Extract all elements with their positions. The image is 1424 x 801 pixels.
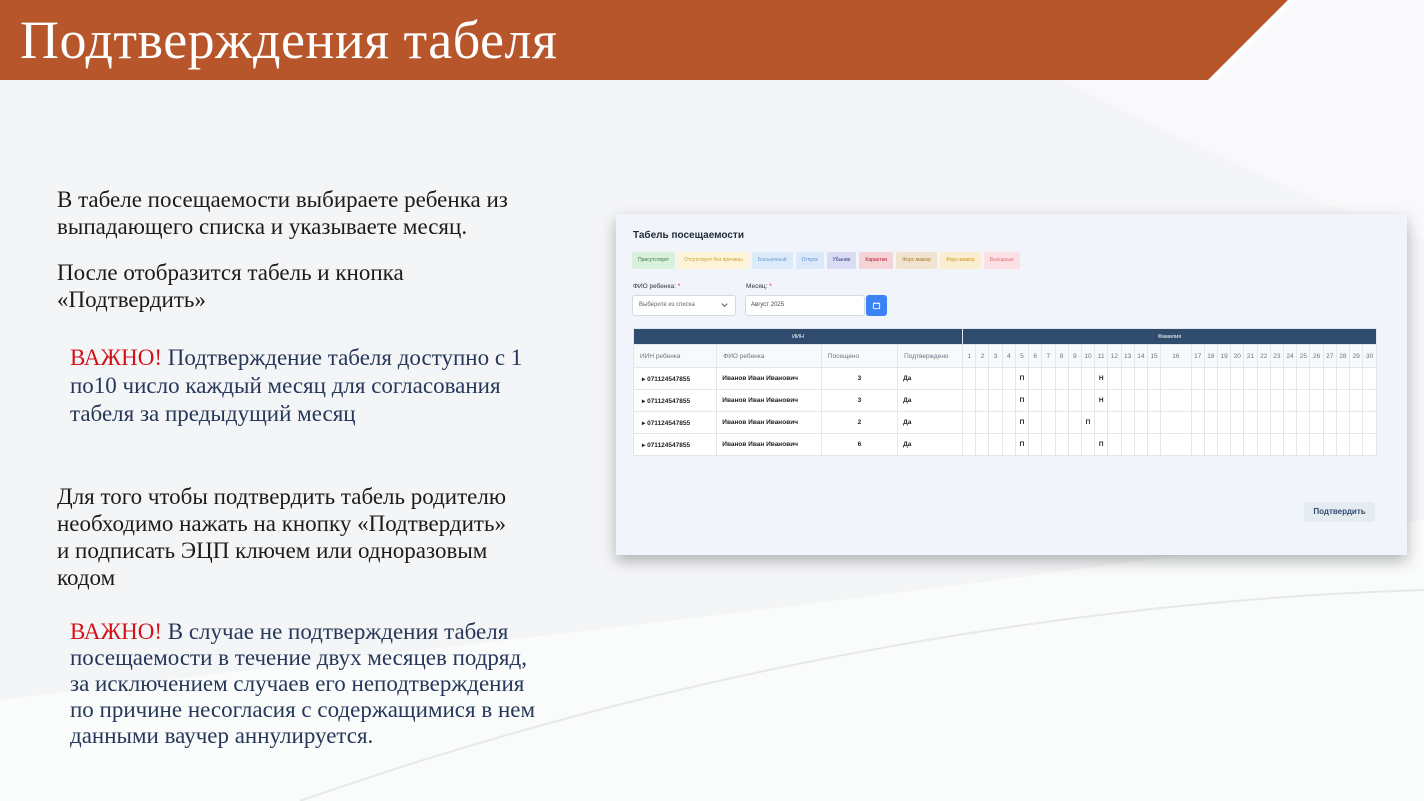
day-header: 21 [1244, 345, 1257, 368]
column-header: ИИН ребенка [634, 345, 717, 368]
day-cell[interactable] [976, 390, 989, 412]
required-mark: * [677, 283, 681, 290]
day-cell[interactable] [1284, 368, 1297, 390]
day-cell[interactable] [1244, 412, 1257, 434]
day-cell[interactable] [1029, 412, 1042, 434]
iin-value: 071124547855 [647, 375, 691, 383]
important-note-2 [70, 619, 535, 749]
day-header: 20 [1231, 345, 1244, 368]
day-cell[interactable] [989, 390, 1002, 412]
iin-value: 071124547855 [647, 419, 691, 427]
important-label: ВАЖНО! [70, 619, 162, 644]
day-cell[interactable] [1363, 390, 1377, 412]
confirmed-cell: Да [898, 412, 963, 434]
day-header: 28 [1336, 345, 1349, 368]
column-header-row [634, 345, 1377, 368]
day-cell[interactable] [1121, 368, 1134, 390]
fio-cell: Иванов Иван Иванович [717, 390, 822, 412]
day-cell[interactable] [1068, 368, 1081, 390]
day-cell[interactable] [1350, 434, 1363, 456]
day-cell[interactable] [1161, 434, 1191, 456]
day-cell[interactable] [1029, 390, 1042, 412]
month-label [746, 283, 772, 290]
day-cell[interactable] [1323, 412, 1336, 434]
day-header: 26 [1310, 345, 1323, 368]
important-note-1 [70, 344, 522, 428]
note-line: посещаемости в течение двух месяцев подряд, [70, 645, 527, 670]
calendar-button[interactable] [866, 295, 887, 316]
legend-chip: Карантин [859, 252, 893, 269]
fio-cell: Иванов Иван Иванович [717, 412, 822, 434]
title-banner [0, 0, 1424, 80]
iin-cell [634, 390, 717, 412]
day-cell[interactable] [1191, 390, 1204, 412]
legend-chip: Присутствует [632, 252, 675, 269]
day-cell[interactable] [1134, 434, 1147, 456]
day-cell[interactable] [1147, 368, 1160, 390]
iin-value: 071124547855 [647, 441, 691, 449]
day-cell[interactable] [1244, 368, 1257, 390]
day-cell[interactable] [1121, 412, 1134, 434]
day-cell[interactable] [1350, 368, 1363, 390]
day-cell[interactable] [1270, 434, 1283, 456]
legend-chip: Убыние [827, 252, 857, 269]
confirmed-cell: Да [898, 368, 963, 390]
month-input[interactable] [745, 295, 865, 316]
day-cell[interactable] [1134, 412, 1147, 434]
day-cell[interactable] [989, 434, 1002, 456]
day-cell[interactable] [1081, 368, 1094, 390]
month-value: Август 2025 [751, 302, 785, 308]
day-cell[interactable]: П [1015, 434, 1028, 456]
day-cell[interactable] [976, 434, 989, 456]
day-cell[interactable] [976, 412, 989, 434]
confirm-button[interactable]: Подтвердить [1304, 502, 1375, 522]
calendar-icon [872, 301, 881, 310]
day-cell[interactable] [1284, 434, 1297, 456]
day-cell[interactable] [1336, 390, 1349, 412]
day-header: 6 [1029, 345, 1042, 368]
fio-cell: Иванов Иван Иванович [717, 368, 822, 390]
legend-chip: Отпуск [796, 252, 824, 269]
table-row[interactable] [634, 368, 1377, 390]
day-cell[interactable] [1218, 434, 1231, 456]
visited-cell: 6 [821, 434, 897, 456]
day-cell[interactable] [1231, 434, 1244, 456]
day-cell[interactable] [963, 412, 976, 434]
day-cell[interactable] [1042, 368, 1055, 390]
day-cell[interactable] [1257, 412, 1270, 434]
day-cell[interactable] [1204, 412, 1217, 434]
day-cell[interactable] [1055, 368, 1068, 390]
note-text: В случае не подтверждения табеля [162, 619, 509, 644]
day-cell[interactable] [963, 368, 976, 390]
group-header: Фамилия [963, 329, 1377, 345]
text-line: необходимо нажать на кнопку «Подтвердить» [57, 511, 506, 536]
day-header: 29 [1350, 345, 1363, 368]
day-cell[interactable]: П [1095, 434, 1108, 456]
fio-cell: Иванов Иван Иванович [717, 434, 822, 456]
day-header: 19 [1218, 345, 1231, 368]
visited-cell: 3 [821, 368, 897, 390]
day-cell[interactable] [1068, 412, 1081, 434]
day-cell[interactable] [1297, 390, 1310, 412]
day-cell[interactable] [1108, 390, 1121, 412]
day-header: 2 [976, 345, 989, 368]
important-label: ВАЖНО! [70, 345, 162, 370]
day-cell[interactable] [1068, 390, 1081, 412]
note-line: по10 число каждый месяц для согласования [70, 373, 501, 398]
day-cell[interactable] [1323, 390, 1336, 412]
day-cell[interactable] [1191, 412, 1204, 434]
legend-chip: Форс-мажор [940, 252, 981, 269]
column-header: Посещено [821, 345, 897, 368]
day-cell[interactable] [1055, 412, 1068, 434]
day-header: 24 [1284, 345, 1297, 368]
caret-right-icon[interactable]: ▸ [642, 375, 648, 383]
day-cell[interactable] [1231, 390, 1244, 412]
confirmed-cell: Да [898, 434, 963, 456]
day-cell[interactable] [1081, 434, 1094, 456]
legend-chip: Больничный [752, 252, 793, 269]
day-cell[interactable] [1204, 390, 1217, 412]
caret-right-icon[interactable]: ▸ [642, 419, 648, 427]
day-cell[interactable] [1095, 412, 1108, 434]
visited-cell: 2 [821, 412, 897, 434]
day-cell[interactable] [1310, 390, 1323, 412]
day-cell[interactable] [1108, 434, 1121, 456]
day-cell[interactable]: П [1015, 390, 1028, 412]
note-line: за исключением случаев его неподтверждения [70, 671, 525, 696]
day-cell[interactable]: П [1081, 412, 1094, 434]
day-header: 7 [1042, 345, 1055, 368]
day-cell[interactable] [1161, 390, 1191, 412]
note-line [70, 344, 522, 372]
day-cell[interactable] [1231, 412, 1244, 434]
day-header: 27 [1323, 345, 1336, 368]
caret-right-icon[interactable]: ▸ [642, 397, 648, 405]
day-cell[interactable] [1218, 390, 1231, 412]
note-text: Подтверждение табеля доступно с 1 [162, 345, 523, 370]
child-label [633, 283, 680, 290]
text-line: Для того чтобы подтвердить табель родителю [57, 484, 507, 509]
day-header: 12 [1108, 345, 1121, 368]
day-cell[interactable] [1108, 368, 1121, 390]
child-select-placeholder: Выберите из списка [639, 302, 695, 308]
day-header: 18 [1204, 345, 1217, 368]
day-cell[interactable] [1257, 434, 1270, 456]
day-cell[interactable] [1310, 412, 1323, 434]
visited-cell: 3 [821, 390, 897, 412]
day-cell[interactable] [1055, 390, 1068, 412]
day-cell[interactable] [1310, 368, 1323, 390]
day-cell[interactable] [1323, 434, 1336, 456]
instruction-paragraph-2 [57, 259, 404, 313]
page-title: Подтверждения табеля [20, 10, 558, 70]
day-cell[interactable] [1244, 434, 1257, 456]
text-line: кодом [57, 565, 116, 590]
day-cell[interactable] [1068, 434, 1081, 456]
day-cell[interactable] [1108, 412, 1121, 434]
day-cell[interactable] [1204, 434, 1217, 456]
day-cell[interactable] [1002, 368, 1015, 390]
day-cell[interactable] [1029, 434, 1042, 456]
day-cell[interactable] [1147, 412, 1160, 434]
group-header-row [634, 329, 1377, 345]
day-cell[interactable] [1350, 412, 1363, 434]
day-cell[interactable] [1231, 368, 1244, 390]
day-header: 16 [1161, 345, 1191, 368]
day-cell[interactable] [1191, 368, 1204, 390]
day-cell[interactable] [1042, 390, 1055, 412]
day-header: 4 [1002, 345, 1015, 368]
day-header: 25 [1297, 345, 1310, 368]
note-line: данными ваучер аннулируется. [70, 723, 374, 748]
day-cell[interactable] [1134, 390, 1147, 412]
attendance-screenshot [616, 214, 1407, 555]
day-cell[interactable] [1257, 390, 1270, 412]
day-cell[interactable] [1029, 368, 1042, 390]
attendance-table [633, 328, 1377, 456]
day-cell[interactable] [1121, 434, 1134, 456]
instruction-paragraph-1 [57, 186, 508, 240]
child-select[interactable] [632, 295, 736, 316]
chevron-down-icon [720, 300, 729, 309]
legend-chip: Выходные [984, 252, 1020, 269]
day-cell[interactable] [1363, 368, 1377, 390]
note-line: табеля за предыдущий месяц [70, 401, 356, 426]
day-cell[interactable] [1284, 390, 1297, 412]
day-header: 9 [1068, 345, 1081, 368]
day-cell[interactable] [1297, 368, 1310, 390]
day-cell[interactable] [1297, 412, 1310, 434]
day-cell[interactable] [1218, 368, 1231, 390]
day-cell[interactable] [1121, 390, 1134, 412]
day-cell[interactable]: П [1015, 412, 1028, 434]
caret-right-icon[interactable]: ▸ [642, 441, 648, 449]
day-cell[interactable] [1336, 412, 1349, 434]
day-cell[interactable] [1363, 412, 1377, 434]
required-mark: * [769, 283, 772, 290]
day-cell[interactable] [1191, 434, 1204, 456]
day-cell[interactable] [1270, 412, 1283, 434]
day-header: 1 [963, 345, 976, 368]
day-cell[interactable] [1270, 368, 1283, 390]
legend-chip: Отсутствует без причины [678, 252, 749, 269]
day-header: 17 [1191, 345, 1204, 368]
day-header: 15 [1147, 345, 1160, 368]
iin-cell [634, 412, 717, 434]
confirmed-cell: Да [898, 390, 963, 412]
day-cell[interactable] [963, 390, 976, 412]
day-cell[interactable] [976, 368, 989, 390]
day-cell[interactable] [1134, 368, 1147, 390]
note-line [70, 619, 535, 645]
note-line: по причине несогласия с содержащимися в нем [70, 697, 536, 722]
day-cell[interactable] [1297, 434, 1310, 456]
table-row[interactable] [634, 434, 1377, 456]
column-header: ФИО ребенка [717, 345, 822, 368]
day-header: 23 [1270, 345, 1283, 368]
day-cell[interactable] [1204, 368, 1217, 390]
month-label-text: Месяц: [746, 283, 768, 290]
day-cell[interactable]: П [1015, 368, 1028, 390]
day-header: 14 [1134, 345, 1147, 368]
instruction-paragraph-3 [57, 483, 506, 591]
day-cell[interactable] [989, 412, 1002, 434]
day-cell[interactable] [1284, 412, 1297, 434]
day-header: 22 [1257, 345, 1270, 368]
day-header: 30 [1363, 345, 1377, 368]
text-line: выпадающего списка и указываете месяц. [57, 214, 468, 239]
text-line: «Подтвердить» [57, 287, 206, 312]
day-cell[interactable] [1081, 390, 1094, 412]
iin-cell [634, 434, 717, 456]
day-cell[interactable] [1042, 412, 1055, 434]
day-cell[interactable] [1002, 412, 1015, 434]
day-cell[interactable]: Н [1095, 390, 1108, 412]
day-cell[interactable] [1257, 368, 1270, 390]
day-cell[interactable] [1270, 390, 1283, 412]
day-cell[interactable] [1161, 412, 1191, 434]
day-cell[interactable] [1363, 434, 1377, 456]
day-cell[interactable] [963, 434, 976, 456]
iin-value: 071124547855 [647, 397, 691, 405]
status-legend [632, 252, 1020, 269]
legend-chip: Форс-мажор [896, 252, 937, 269]
day-cell[interactable] [1244, 390, 1257, 412]
day-header: 10 [1081, 345, 1094, 368]
day-header: 11 [1095, 345, 1108, 368]
day-cell[interactable] [1055, 434, 1068, 456]
day-cell[interactable] [989, 368, 1002, 390]
table-row[interactable] [634, 390, 1377, 412]
day-cell[interactable] [1002, 390, 1015, 412]
day-header: 13 [1121, 345, 1134, 368]
text-line: После отобразится табель и кнопка [57, 260, 404, 285]
text-line: В табеле посещаемости выбираете ребенка из [57, 187, 508, 212]
text-line: и подписать ЭЦП ключем или одноразовым [57, 538, 488, 563]
child-label-text: ФИО ребенка: [633, 283, 676, 290]
day-header: 5 [1015, 345, 1028, 368]
day-cell[interactable]: Н [1095, 368, 1108, 390]
day-cell[interactable] [1147, 390, 1160, 412]
day-cell[interactable] [1002, 434, 1015, 456]
day-header: 3 [989, 345, 1002, 368]
day-cell[interactable] [1042, 434, 1055, 456]
day-cell[interactable] [1161, 368, 1191, 390]
iin-cell [634, 368, 717, 390]
day-cell[interactable] [1336, 434, 1349, 456]
day-cell[interactable] [1310, 434, 1323, 456]
group-header: ИИН [634, 329, 963, 345]
column-header: Подтверждено [898, 345, 963, 368]
day-cell[interactable] [1323, 368, 1336, 390]
day-cell[interactable] [1350, 390, 1363, 412]
day-header: 8 [1055, 345, 1068, 368]
day-cell[interactable] [1218, 412, 1231, 434]
table-row[interactable] [634, 412, 1377, 434]
day-cell[interactable] [1147, 434, 1160, 456]
attendance-title: Табель посещаемости [633, 230, 744, 241]
day-cell[interactable] [1336, 368, 1349, 390]
